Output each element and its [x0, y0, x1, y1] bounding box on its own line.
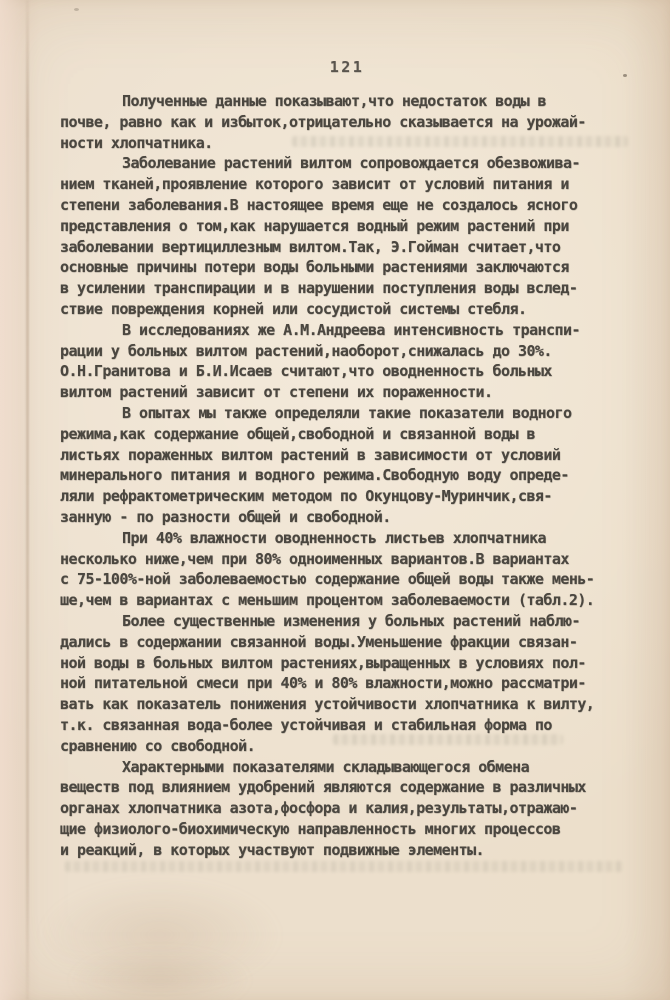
text-line: ной питательной смеси при 40% и 80% влажности,можно рассматри- [60, 674, 586, 693]
document-text [60, 91, 626, 860]
text-line: нием тканей,проявление которого зависит от условий питания и [60, 175, 569, 194]
text-line: ной воды в больных вилтом растениях,выращенных в условиях пол- [60, 653, 586, 672]
text-line: т.к. связанная вода-более устойчивая и стабильная форма по [60, 715, 552, 734]
text-line: веществ под влиянием удобрений являются содержание в различных [60, 778, 586, 797]
ink-bleed-mark [292, 136, 628, 147]
text-line: щие физиолого-биохимическую направленность многих процессов [60, 819, 561, 838]
text-line: ше,чем в вариантах с меньшим процентом заболеваемости (табл.2). [60, 591, 595, 610]
text-line: минерального питания и водного режима.Свободную воду опреде- [60, 466, 569, 485]
text-line: дались в содержании связанной воды.Уменьшение фракции связан- [60, 632, 578, 651]
text-line: Заболевание растений вилтом сопровождается обезвожива- [122, 154, 580, 173]
paragraph [60, 153, 626, 319]
text-line: в усилении транспирации и в нарушении поступления воды вслед- [60, 279, 578, 298]
text-line: Полученные данные показывают,что недостаток воды в [122, 92, 547, 110]
ink-bleed-mark [65, 861, 623, 872]
text-line: ствие повреждения корней или сосудистой системы стебля. [60, 299, 527, 318]
paper-speck [74, 8, 79, 11]
text-line: режима,как содержание общей,свободной и связанной воды в [60, 424, 535, 443]
text-line: В опытах мы также определяли такие показатели водного [122, 403, 572, 422]
text-line: степени заболевания.В настоящее время еще не создалось ясного [60, 195, 578, 214]
paragraph [60, 757, 626, 861]
text-line: ности хлопчатника. [60, 133, 213, 152]
text-line: основные причины потери воды больными растениями заключаются [60, 258, 569, 277]
page-left-edge [0, 0, 26, 1000]
text-line: листьях пораженных вилтом растений в зависимости от условий [60, 445, 561, 464]
text-line: почве, равно как и избыток,отрицательно сказывается на урожай- [60, 112, 586, 131]
text-line: Характерными показателями складывающегося обмена [122, 757, 530, 776]
text-line: заболевании вертициллезным вилтом.Так, Э.Гойман считает,что [60, 237, 561, 256]
text-line: занную - по разности общей и свободной. [60, 507, 391, 526]
ink-bleed-mark [333, 734, 563, 745]
text-line: рации у больных вилтом растений,наоборот,снижалась до 30%. [60, 341, 552, 360]
text-line: и реакций, в которых участвуют подвижные элементы. [60, 840, 485, 859]
paper-speck [623, 74, 627, 77]
text-line: органах хлопчатника азота,фосфора и калия,результаты,отражаю- [60, 799, 578, 818]
text-line: Более существенные изменения у больных растений наблю- [122, 611, 580, 630]
text-line: В исследованиях же А.М.Андреева интенсивность транспи- [122, 320, 580, 339]
text-line: вилтом растений зависит от степени их пораженности. [60, 383, 493, 402]
text-line: При 40% влажности оводненность листьев хлопчатника [122, 528, 547, 547]
paragraph [60, 320, 626, 403]
text-line: представления о том,как нарушается водный режим растений при [60, 216, 569, 235]
text-line: сравнению со свободной. [60, 736, 256, 755]
text-line: ляли рефрактометрическим методом по Окунцову-Муринчик,свя- [60, 487, 552, 506]
binding-crease [26, 0, 29, 1000]
paragraph [60, 403, 626, 528]
page-number: 121 [329, 58, 365, 76]
text-line: несколько ниже,чем при 80% одноименных вариантов.В вариантах [60, 549, 569, 568]
paragraph [60, 528, 626, 611]
text-line: вать как показатель понижения устойчивости хлопчатника к вилту, [60, 695, 595, 714]
text-line: с 75-100%-ной заболеваемостью содержание общей воды также мень- [60, 570, 595, 589]
text-line: О.Н.Гранитова и Б.И.Исаев считают,что оводненность больных [60, 362, 552, 381]
